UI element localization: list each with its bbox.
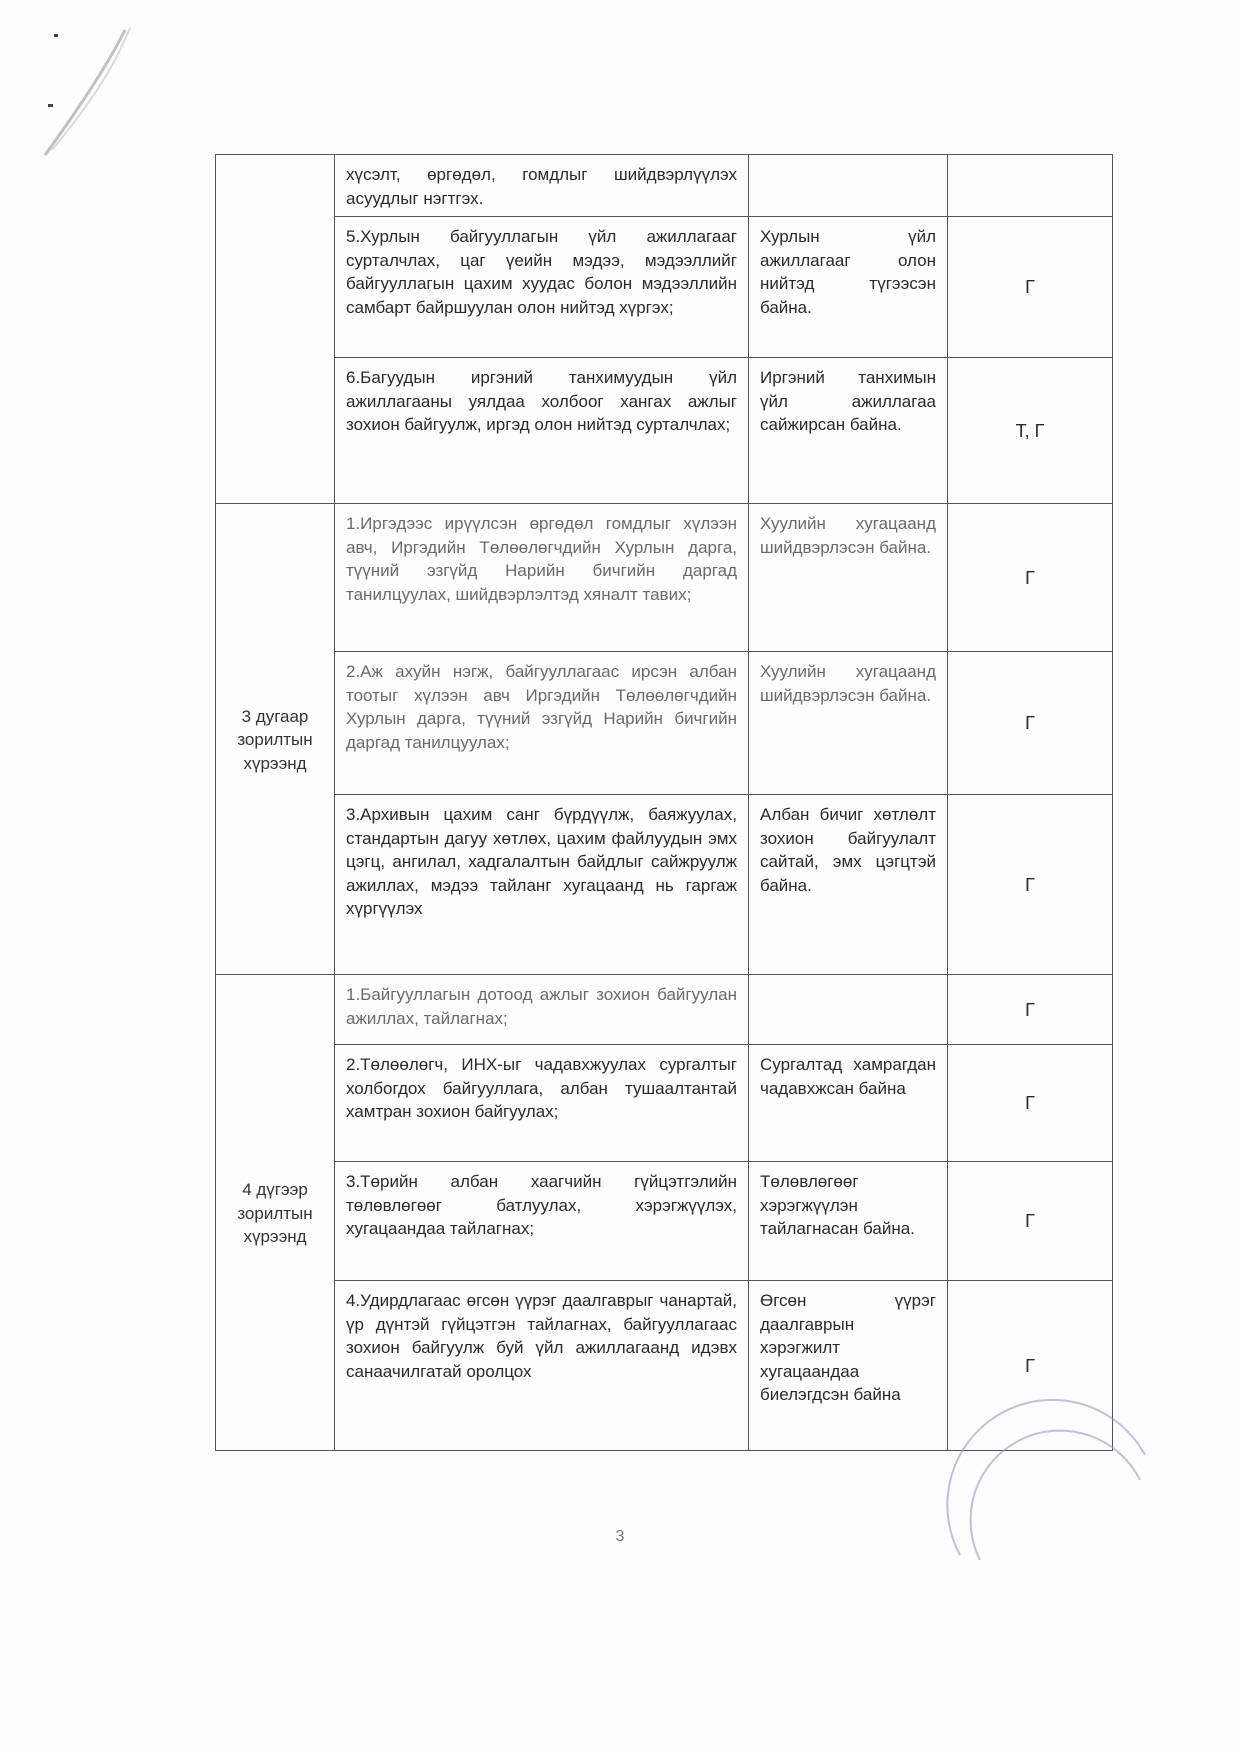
goal-cell: 4 дүгээр зорилтын хүрээнд xyxy=(216,975,335,1451)
result-cell: Албан бичиг хөтлөлт зохион байгуулалт сайтай, эмх цэгцтэй байна. xyxy=(749,795,948,975)
table-row xyxy=(216,217,1113,358)
result-cell: Сургалтад хамрагдан чадавхжсан байна xyxy=(749,1045,948,1162)
goal-cell: 3 дугаар зорилтын хүрээнд xyxy=(216,504,335,975)
code-cell: Г xyxy=(948,652,1113,795)
page-number: 3 xyxy=(615,1528,625,1545)
scan-streak-mark xyxy=(30,20,140,160)
code-cell: Г xyxy=(948,1162,1113,1281)
code-cell: Г xyxy=(948,1281,1113,1451)
table-row xyxy=(216,795,1113,975)
task-cell: 4.Удирдлагаас өгсөн үүрэг даалгаврыг чанартай, үр дүнтэй гүйцэтгэн тайлагнах, байгууллагаас зохион байгуулж буй үйл ажиллагаанд идэвх санаачилгатай оролцох xyxy=(335,1281,749,1451)
table-row xyxy=(216,1045,1113,1162)
result-cell xyxy=(749,975,948,1045)
code-cell: Г xyxy=(948,1045,1113,1162)
table-row xyxy=(216,652,1113,795)
task-cell: 1.Иргэдээс ирүүлсэн өргөдөл гомдлыг хүлээн авч, Иргэдийн Төлөөлөгчдийн Хурлын дарга, түүний эзгүйд Нарийн бичгийн даргад танилцуулах, шийдвэрлэлтэд хяналт тавих; xyxy=(335,504,749,652)
code-cell: Г xyxy=(948,975,1113,1045)
task-cell: 6.Багуудын иргэний танхимуудын үйл ажиллагааны уялдаа холбоог хангах ажлыг зохион байгуулж, иргэд олон нийтэд сурталчлах; xyxy=(335,358,749,504)
result-cell xyxy=(749,155,948,217)
table-row xyxy=(216,975,1113,1045)
code-cell xyxy=(948,155,1113,217)
result-cell: Хуулийн хугацаанд шийдвэрлэсэн байна. xyxy=(749,504,948,652)
table-row xyxy=(216,1162,1113,1281)
code-cell: Г xyxy=(948,217,1113,358)
task-cell: 3.Төрийн албан хаагчийн гүйцэтгэлийн төлөвлөгөөг батлуулах, хэрэгжүүлэх, хугацаандаа тайлагнах; xyxy=(335,1162,749,1281)
result-cell: Хуулийн хугацаанд шийдвэрлэсэн байна. xyxy=(749,652,948,795)
result-cell: Иргэний танхимын үйл ажиллагаа сайжирсан байна. xyxy=(749,358,948,504)
code-cell: Т, Г xyxy=(948,358,1113,504)
task-cell: 2.Төлөөлөгч, ИНХ-ыг чадавхжуулах сургалтыг холбогдох байгууллага, албан тушаалтантай хамтран зохион байгуулах; xyxy=(335,1045,749,1162)
task-cell: 3.Архивын цахим санг бүрдүүлж, баяжуулах, стандартын дагуу хөтлөх, цахим файлуудын эмх цэгц, ангилал, хадгалалтын байдлыг сайжруулж ажиллах, мэдээ тайланг хугацаанд нь гаргаж хүргүүлэх xyxy=(335,795,749,975)
goal-cell xyxy=(216,155,335,504)
task-cell: 1.Байгууллагын дотоод ажлыг зохион байгуулан ажиллах, тайлагнах; xyxy=(335,975,749,1045)
code-cell: Г xyxy=(948,795,1113,975)
code-cell: Г xyxy=(948,504,1113,652)
task-cell: 2.Аж ахуйн нэгж, байгууллагаас ирсэн албан тоотыг хүлээн авч Иргэдийн Төлөөлөгчдийн Хурлын дарга, түүний эзгүйд Нарийн бичгийн даргад танилцуулах; xyxy=(335,652,749,795)
table-row xyxy=(216,504,1113,652)
task-cell: 5.Хурлын байгууллагын үйл ажиллагааг сурталчлах, цаг үеийн мэдээ, мэдээллийг байгууллагын цахим хуудас болон мэдээллийн самбарт байршуулан олон нийтэд хүргэх; xyxy=(335,217,749,358)
task-cell: хүсэлт, өргөдөл, гомдлыг шийдвэрлүүлэх асуудлыг нэгтгэх. xyxy=(335,155,749,217)
table-row xyxy=(216,155,1113,217)
plan-table xyxy=(215,154,1113,1451)
table-row xyxy=(216,358,1113,504)
result-cell: Хурлын үйл ажиллагааг олон нийтэд түгээсэн байна. xyxy=(749,217,948,358)
result-cell: Өгсөн үүрэг даалгаврын хэрэгжилт хугацаандаа биелэгдсэн байна xyxy=(749,1281,948,1451)
result-cell: Төлөвлөгөөг хэрэгжүүлэн тайлагнасан байна. xyxy=(749,1162,948,1281)
